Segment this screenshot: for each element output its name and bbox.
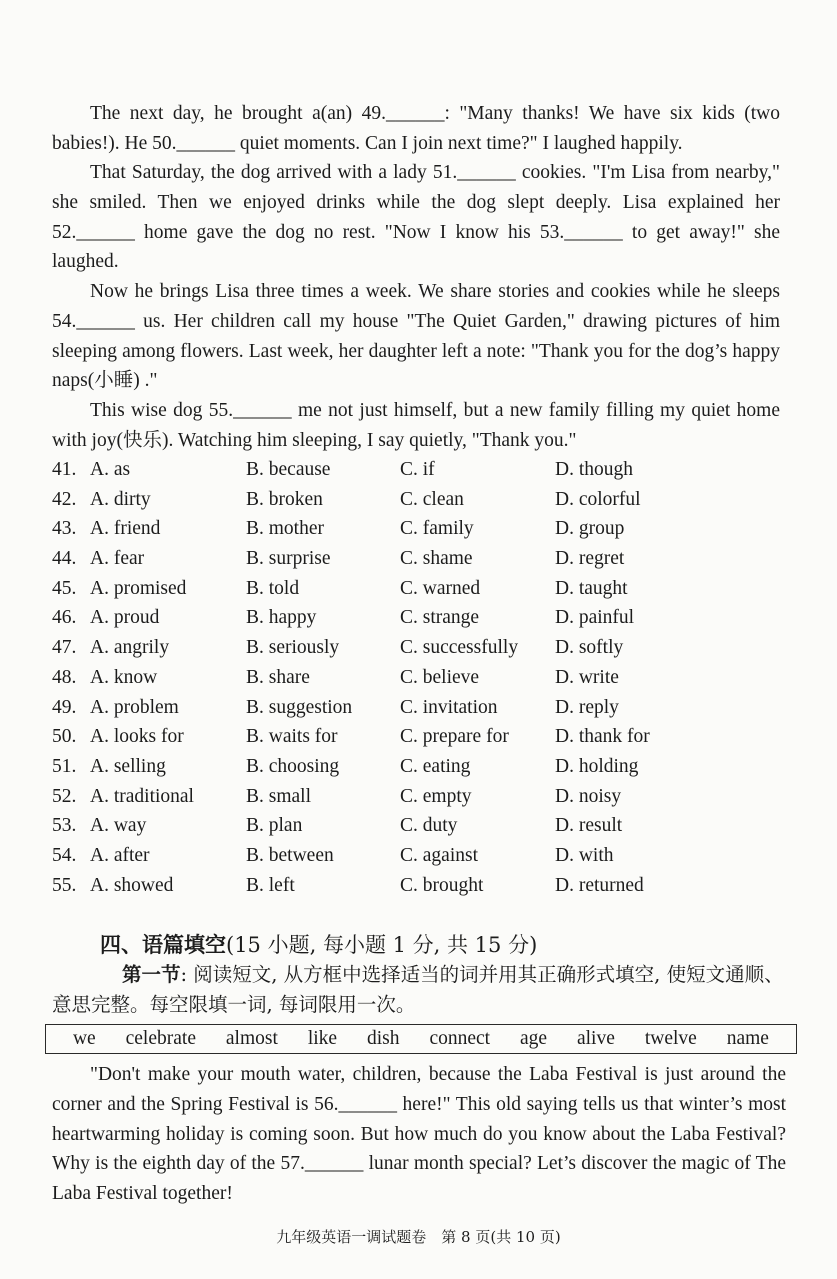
option-b: B. happy <box>246 607 317 629</box>
question-number: 53. <box>52 815 77 837</box>
word-bank-item: connect <box>429 1028 491 1049</box>
question-number: 54. <box>52 844 77 866</box>
option-a: A. fear <box>90 548 145 570</box>
option-b: B. suggestion <box>246 696 353 718</box>
option-row <box>52 752 792 782</box>
passage-paragraph-2 <box>52 158 780 277</box>
option-b: B. because <box>246 459 331 480</box>
option-b: B. waits for <box>246 726 338 748</box>
option-c: C. shame <box>400 548 473 570</box>
option-row <box>52 514 792 544</box>
option-a: A. showed <box>90 874 174 896</box>
option-a: A. dirty <box>90 488 151 510</box>
option-d: D. colorful <box>555 488 641 510</box>
option-c: C. if <box>400 459 435 480</box>
instruction-text: : 阅读短文, 从方框中选择适当的词并用其正确形式填空, 使短文通顺、意思完整。每空限填一词, 每词限用一次。 <box>52 963 784 1016</box>
option-a: A. way <box>90 815 147 837</box>
word-bank-item: alive <box>576 1028 615 1049</box>
option-b: B. between <box>246 844 334 866</box>
option-d: D. taught <box>555 577 628 599</box>
option-d: D. reply <box>555 696 619 718</box>
option-a: A. as <box>90 459 131 480</box>
option-c: C. invitation <box>400 696 498 718</box>
option-b: B. broken <box>246 488 323 510</box>
option-row <box>52 693 792 723</box>
word-bank-item: almost <box>225 1028 278 1049</box>
option-d: D. regret <box>555 548 625 570</box>
word-bank-item: age <box>520 1028 548 1049</box>
question-number: 50. <box>52 726 77 748</box>
option-d: D. returned <box>555 874 644 896</box>
question-number: 48. <box>52 666 77 688</box>
option-b: B. small <box>246 785 312 807</box>
option-d: D. holding <box>555 755 639 777</box>
question-number: 43. <box>52 518 77 540</box>
word-bank-item: like <box>307 1028 338 1049</box>
passage-paragraph-3 <box>52 277 780 396</box>
option-c: C. prepare for <box>400 726 509 748</box>
paragraph-text: The next day, he brought a(an) 49.______: "Many thanks! We have six kids (two babies!). He 50.______ quiet moments. Can I join next time?" I laughed happily. <box>52 103 780 154</box>
option-d: D. with <box>555 844 614 866</box>
page-footer: 九年级英语一调试题卷 第 8 页(共 10 页) <box>276 1228 561 1246</box>
option-b: B. left <box>246 874 295 896</box>
option-a: A. problem <box>90 696 179 718</box>
option-a: A. selling <box>90 755 166 777</box>
option-row <box>52 782 792 812</box>
option-row <box>52 871 792 901</box>
section-instruction <box>52 960 792 1020</box>
option-row <box>52 841 792 871</box>
word-bank-item: celebrate <box>125 1028 196 1049</box>
passage-paragraph-1 <box>52 99 780 159</box>
word-bank-item: name <box>726 1028 769 1049</box>
option-row <box>52 574 792 604</box>
option-c: C. successfully <box>400 637 519 659</box>
option-row <box>52 722 792 752</box>
option-a: A. proud <box>90 607 160 629</box>
word-bank-box <box>45 1024 797 1054</box>
option-a: A. promised <box>90 577 187 599</box>
option-a: A. after <box>90 844 150 866</box>
option-a: A. know <box>90 666 158 688</box>
option-c: C. empty <box>400 785 472 807</box>
paragraph-text: This wise dog 55.______ me not just himself, but a new family filling my quiet home with joy(快乐). Watching him sleeping, I say quietly, "Thank you." <box>52 400 780 451</box>
question-number: 51. <box>52 755 77 777</box>
option-row <box>52 811 792 841</box>
answer-options-list <box>52 455 792 900</box>
option-a: A. angrily <box>90 637 170 659</box>
option-a: A. friend <box>90 518 161 540</box>
word-bank-item: dish <box>367 1028 400 1049</box>
question-number: 49. <box>52 696 77 718</box>
option-a: A. looks for <box>90 726 184 748</box>
option-d: D. group <box>555 518 625 540</box>
option-d: D. write <box>555 666 619 688</box>
option-c: C. family <box>400 518 474 540</box>
question-number: 52. <box>52 785 77 807</box>
option-c: C. believe <box>400 666 480 688</box>
instruction-label: 第一节 <box>122 963 181 986</box>
word-bank-item: twelve <box>644 1028 697 1049</box>
section-title-bold: 四、语篇填空 <box>100 932 226 957</box>
option-row <box>52 485 792 515</box>
question-number: 45. <box>52 577 77 599</box>
passage-paragraph-4 <box>52 396 780 456</box>
option-c: C. duty <box>400 815 458 837</box>
option-d: D. thank for <box>555 726 650 748</box>
option-c: C. warned <box>400 577 481 599</box>
option-c: C. against <box>400 844 478 866</box>
question-number: 41. <box>52 459 77 480</box>
option-d: D. noisy <box>555 785 622 807</box>
option-d: D. result <box>555 815 623 837</box>
question-number: 42. <box>52 488 77 510</box>
option-b: B. seriously <box>246 637 340 659</box>
option-c: C. brought <box>400 874 484 896</box>
option-c: C. strange <box>400 607 480 629</box>
question-number: 55. <box>52 874 77 896</box>
question-number: 44. <box>52 548 77 570</box>
passage2-paragraph-1 <box>52 1060 786 1209</box>
word-bank-item: we <box>72 1028 96 1049</box>
option-d: D. painful <box>555 607 635 629</box>
option-a: A. traditional <box>90 785 194 807</box>
option-b: B. surprise <box>246 548 331 570</box>
option-d: D. though <box>555 459 633 480</box>
option-row <box>52 544 792 574</box>
paragraph-text: That Saturday, the dog arrived with a lady 51.______ cookies. "I'm Lisa from nearby," she smiled. Then we enjoyed drinks while the dog slept deeply. Lisa explained her 52.______ home gave the dog no rest. "Now I know his 53.______ to get away!" she laughed. <box>52 162 780 273</box>
option-row <box>52 603 792 633</box>
section-title-detail: (15 小题, 每小题 1 分, 共 15 分) <box>226 933 538 957</box>
section-title <box>100 930 537 960</box>
option-b: B. share <box>246 666 310 688</box>
option-b: B. choosing <box>246 755 340 777</box>
option-c: C. eating <box>400 755 471 777</box>
option-b: B. mother <box>246 518 324 540</box>
option-c: C. clean <box>400 488 464 510</box>
option-b: B. plan <box>246 815 303 837</box>
option-row <box>52 633 792 663</box>
question-number: 47. <box>52 637 77 659</box>
option-row <box>52 663 792 693</box>
paragraph-text: Now he brings Lisa three times a week. We share stories and cookies while he sleeps 54.______ us. Her children call my house "The Quiet Garden," drawing pictures of him sleeping among flowers. Last week, her daughter left a note: "Thank you for the dog’s happy naps(小睡) ." <box>52 281 780 392</box>
question-number: 46. <box>52 607 77 629</box>
option-d: D. softly <box>555 637 624 659</box>
option-b: B. told <box>246 577 300 599</box>
paragraph-text: "Don't make your mouth water, children, because the Laba Festival is just around the corner and the Spring Festival is 56.______ here!" This old saying tells us that winter’s most heartwarming holiday is coming soon. But how much do you know about the Laba Festival? Why is the eighth day of the 57.______ lunar month special? Let’s discover the magic of The Laba Festival together! <box>52 1064 786 1205</box>
option-row <box>52 455 792 485</box>
